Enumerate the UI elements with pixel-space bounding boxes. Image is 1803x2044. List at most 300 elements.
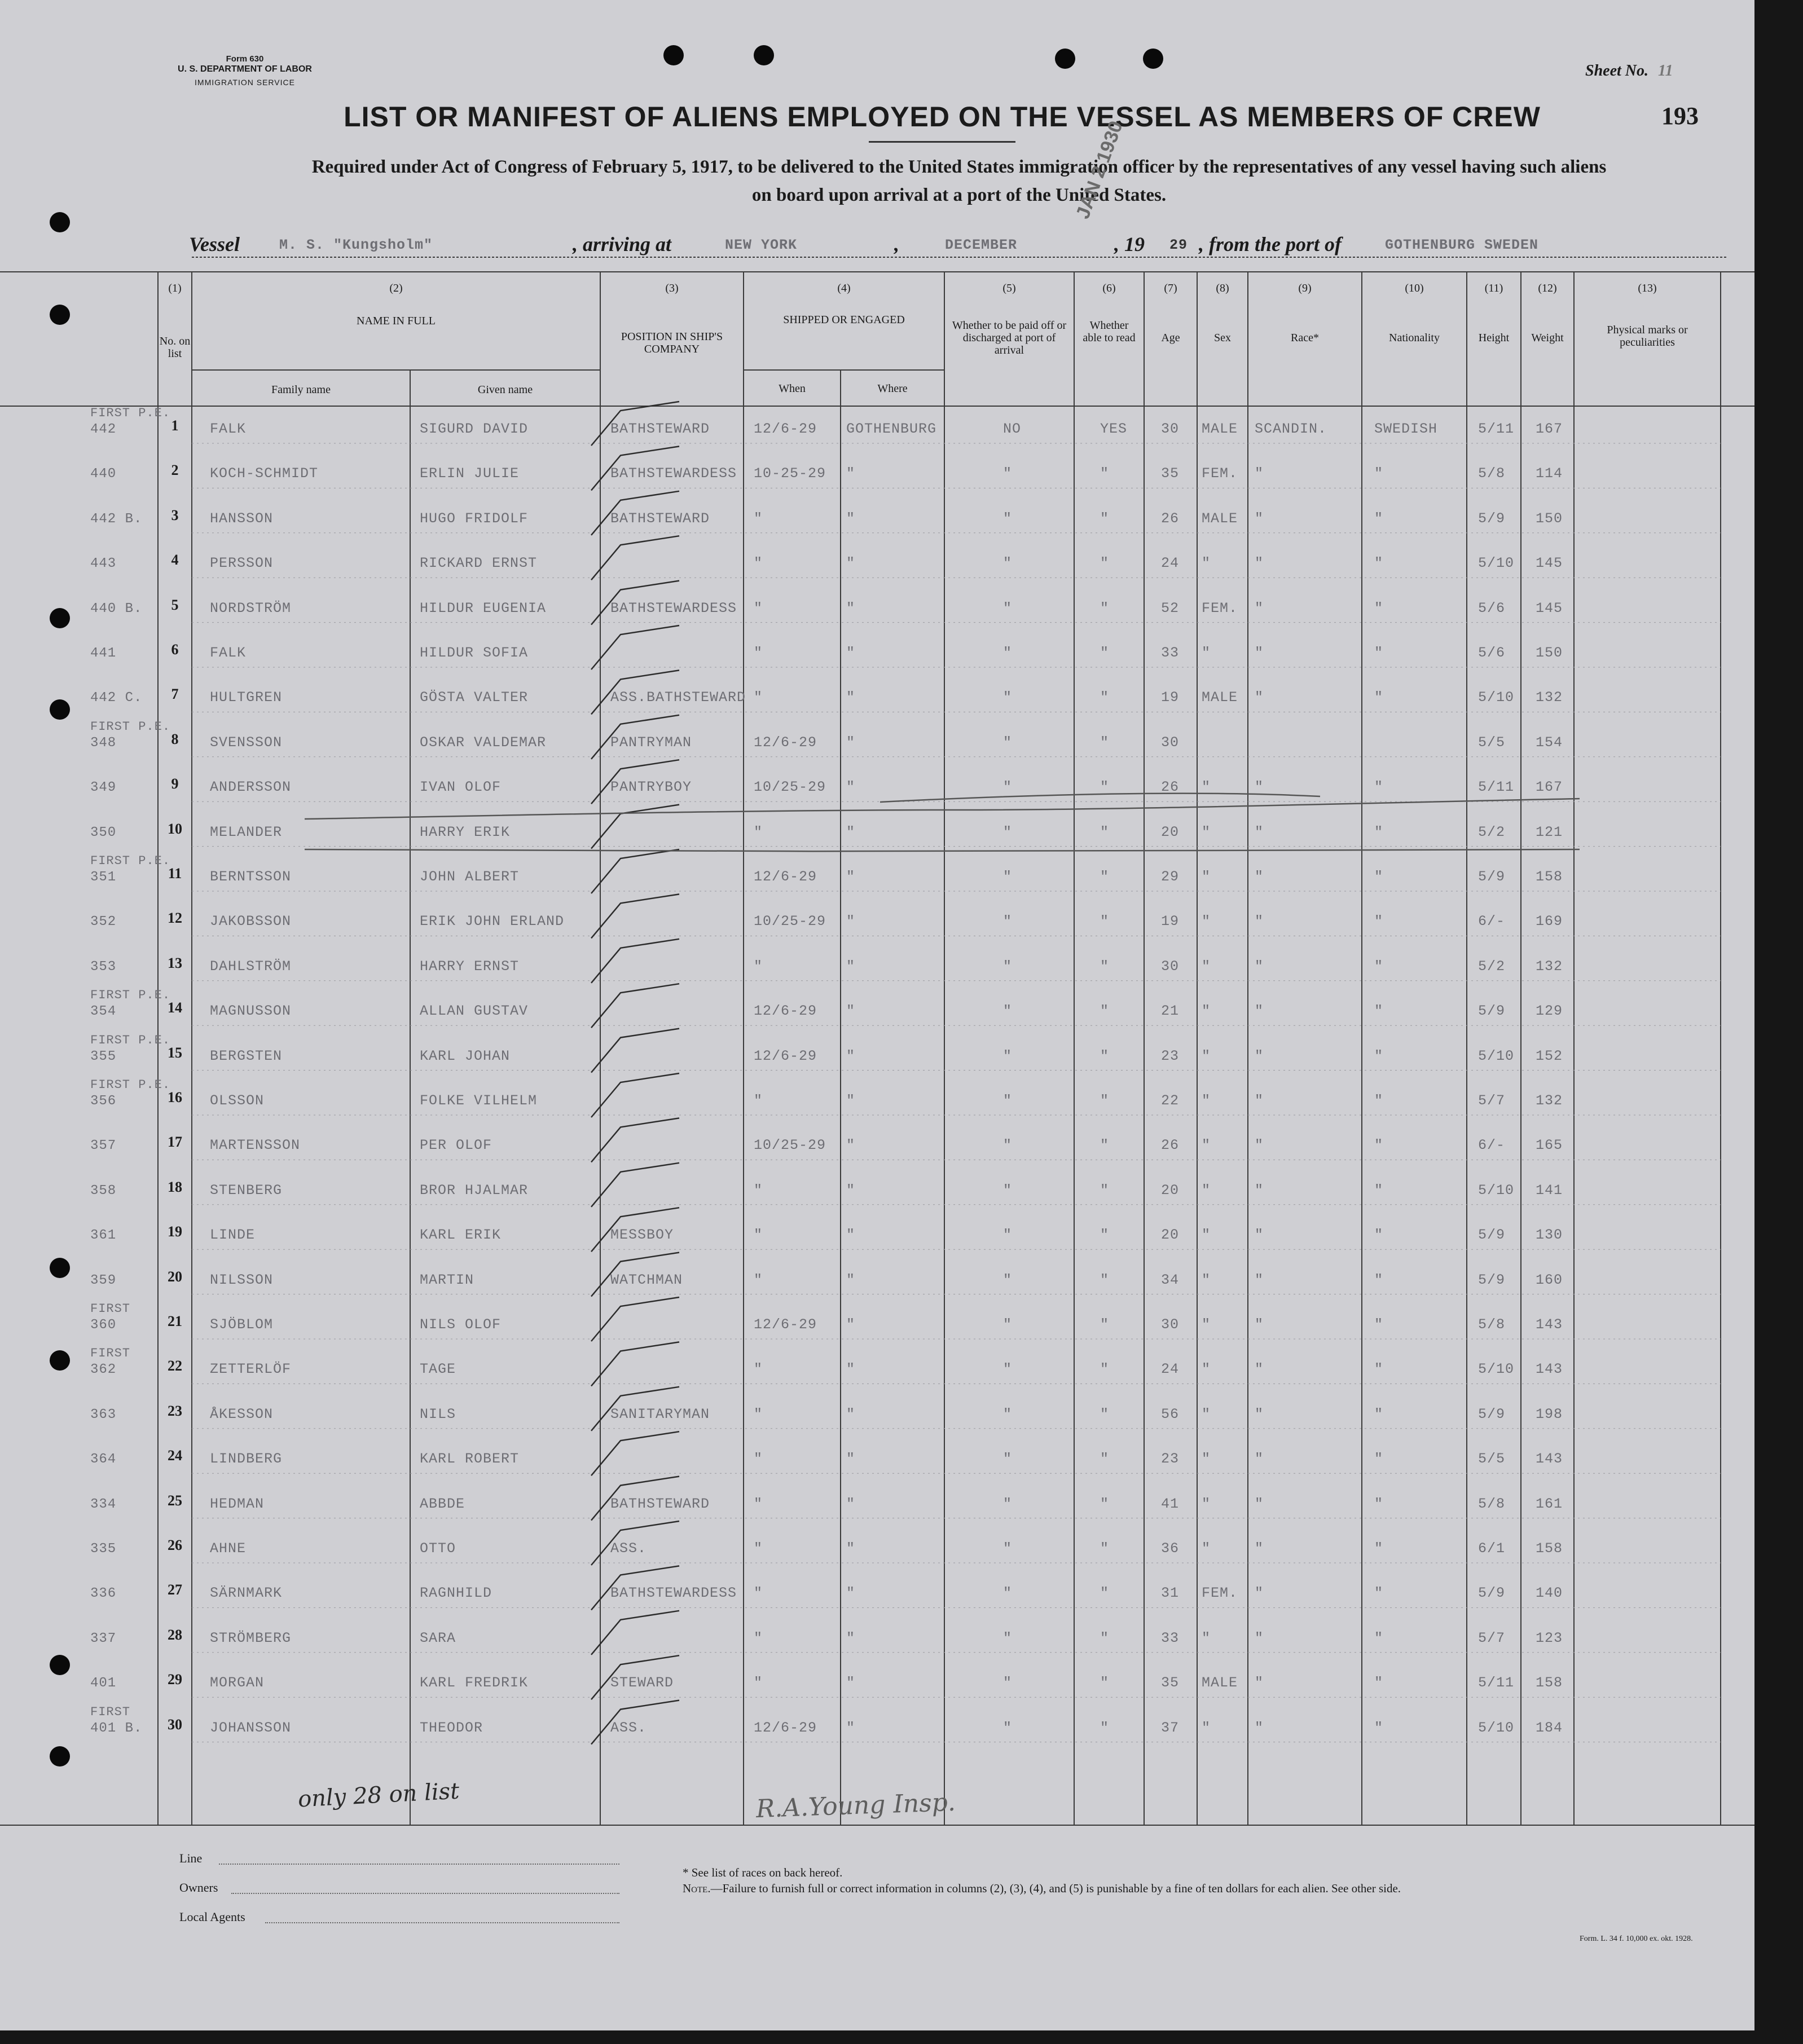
line-label: Line bbox=[179, 1851, 203, 1865]
cell-age: 37 bbox=[1161, 1719, 1180, 1736]
cell-height: 5/2 bbox=[1478, 958, 1506, 975]
cell-height: 5/8 bbox=[1478, 1495, 1506, 1512]
cell-where: " bbox=[846, 1451, 856, 1468]
cell-read: " bbox=[1100, 1227, 1110, 1244]
col10-header: Nationality bbox=[1389, 332, 1440, 344]
cell-family: SÄRNMARK bbox=[210, 1585, 283, 1602]
col2a-header: Family name bbox=[271, 384, 331, 396]
row-number: 29 bbox=[168, 1671, 182, 1688]
row-prefix: FIRST bbox=[90, 1302, 131, 1316]
cell-family: HEDMAN bbox=[210, 1495, 265, 1512]
row-number: 14 bbox=[168, 999, 182, 1016]
cell-weight: 141 bbox=[1536, 1182, 1563, 1199]
cell-sex: " bbox=[1202, 555, 1211, 572]
cell-weight: 198 bbox=[1536, 1406, 1563, 1422]
cell-height: 5/5 bbox=[1478, 1451, 1506, 1468]
cell-age: 30 bbox=[1161, 734, 1180, 751]
cell-family: BERGSTEN bbox=[210, 1047, 283, 1064]
row-prefix: FIRST P.E. bbox=[90, 854, 171, 868]
cell-weight: 158 bbox=[1536, 1540, 1563, 1557]
page-number: 193 bbox=[1661, 102, 1699, 130]
cell-when: 12/6-29 bbox=[754, 421, 817, 437]
row-prefix: FIRST bbox=[90, 1704, 131, 1719]
cell-nat: " bbox=[1374, 913, 1384, 930]
cell-read: " bbox=[1100, 1406, 1110, 1422]
cell-height: 5/11 bbox=[1478, 1675, 1515, 1691]
cell-weight: 167 bbox=[1536, 421, 1563, 437]
row-number: 28 bbox=[168, 1626, 182, 1643]
cell-when: " bbox=[754, 1227, 763, 1244]
cell-sex: " bbox=[1202, 1093, 1211, 1109]
cell-paid: " bbox=[1003, 1629, 1013, 1646]
row-number: 25 bbox=[168, 1492, 182, 1509]
cell-sex: " bbox=[1202, 1047, 1211, 1064]
cell-position: BATHSTEWARDESS bbox=[610, 465, 737, 482]
row-reference: 337 bbox=[90, 1631, 117, 1646]
cell-paid: " bbox=[1003, 465, 1013, 482]
cell-family: FALK bbox=[210, 645, 247, 661]
cell-sex: " bbox=[1202, 1406, 1211, 1422]
row-number: 26 bbox=[168, 1537, 182, 1553]
row-reference: 442 B. bbox=[90, 511, 143, 527]
cell-position: PANTRYMAN bbox=[610, 734, 692, 751]
cell-position: BATHSTEWARDESS bbox=[610, 600, 737, 616]
cell-given: NILS bbox=[420, 1406, 456, 1422]
cell-weight: 132 bbox=[1536, 689, 1563, 706]
cell-sex: " bbox=[1202, 1003, 1211, 1020]
cell-height: 6/- bbox=[1478, 1137, 1506, 1154]
col11-header: Height bbox=[1478, 332, 1510, 344]
cell-nat: " bbox=[1374, 1271, 1384, 1288]
row-number: 23 bbox=[168, 1402, 182, 1419]
cell-where: " bbox=[846, 510, 856, 527]
cell-given: FOLKE VILHELM bbox=[420, 1093, 538, 1109]
cell-family: PERSSON bbox=[210, 555, 274, 572]
cell-family: LINDBERG bbox=[210, 1451, 283, 1468]
cell-sex: " bbox=[1202, 1227, 1211, 1244]
cell-when: 12/6-29 bbox=[754, 734, 817, 751]
cell-given: ERLIN JULIE bbox=[420, 465, 520, 482]
cell-when: 10/25-29 bbox=[754, 779, 826, 796]
cell-when: 12/6-29 bbox=[754, 1316, 817, 1333]
cell-given: PER OLOF bbox=[420, 1137, 492, 1154]
cell-sex: " bbox=[1202, 1495, 1211, 1512]
row-number: 5 bbox=[171, 596, 179, 613]
cell-paid: " bbox=[1003, 1003, 1013, 1020]
cell-paid: " bbox=[1003, 823, 1013, 840]
row-reference: 351 bbox=[90, 870, 117, 885]
row-number: 1 bbox=[171, 417, 179, 434]
cell-family: JAKOBSSON bbox=[210, 913, 292, 930]
cell-family: STENBERG bbox=[210, 1182, 283, 1199]
cell-read: " bbox=[1100, 1451, 1110, 1468]
cell-height: 5/6 bbox=[1478, 600, 1506, 616]
cell-sex: " bbox=[1202, 1540, 1211, 1557]
cell-paid: " bbox=[1003, 1585, 1013, 1602]
check-mark bbox=[591, 805, 679, 849]
col7-header: Age bbox=[1161, 332, 1180, 344]
cell-weight: 143 bbox=[1536, 1316, 1563, 1333]
row-reference: 364 bbox=[90, 1452, 117, 1468]
cell-when: " bbox=[754, 1182, 763, 1199]
cell-when: " bbox=[754, 1585, 763, 1602]
cell-nat: " bbox=[1374, 1629, 1384, 1646]
cell-sex: " bbox=[1202, 1316, 1211, 1333]
cell-read: " bbox=[1100, 958, 1110, 975]
cell-weight: 167 bbox=[1536, 779, 1563, 796]
cell-given: TAGE bbox=[420, 1361, 456, 1378]
departure-port: GOTHENBURG SWEDEN bbox=[1385, 237, 1539, 253]
cell-read: " bbox=[1100, 869, 1110, 885]
col5-header: Whether to be paid off or discharged at port of arrival bbox=[952, 319, 1067, 356]
cell-when: " bbox=[754, 1406, 763, 1422]
cell-race: " bbox=[1255, 1271, 1264, 1288]
cell-given: KARL JOHAN bbox=[420, 1047, 511, 1064]
cell-nat: " bbox=[1374, 1227, 1384, 1244]
cell-paid: " bbox=[1003, 869, 1013, 885]
row-number: 20 bbox=[168, 1268, 182, 1285]
cell-family: MELANDER bbox=[210, 823, 283, 840]
page-title: LIST OR MANIFEST OF ALIENS EMPLOYED ON THE VESSEL AS MEMBERS OF CREW bbox=[344, 101, 1541, 133]
cell-position: ASS.BATHSTEWARD bbox=[610, 689, 746, 706]
cell-given: JOHN ALBERT bbox=[420, 869, 520, 885]
cell-when: " bbox=[754, 1540, 763, 1557]
cell-nat: " bbox=[1374, 779, 1384, 796]
cell-height: 5/9 bbox=[1478, 1585, 1506, 1602]
cell-when: " bbox=[754, 689, 763, 706]
cell-height: 5/9 bbox=[1478, 1406, 1506, 1422]
cell-where: " bbox=[846, 1137, 856, 1154]
cell-height: 5/6 bbox=[1478, 645, 1506, 661]
penalty-note bbox=[683, 1882, 1401, 1896]
received-stamp: JAN 2 1930 bbox=[1072, 118, 1127, 222]
year-prefix: , 19 bbox=[1114, 233, 1145, 256]
row-number: 21 bbox=[168, 1313, 182, 1329]
cell-height: 5/2 bbox=[1478, 823, 1506, 840]
cell-given: KARL ERIK bbox=[420, 1227, 502, 1244]
row-reference: 348 bbox=[90, 735, 117, 751]
col13-header: Physical marks or peculiarities bbox=[1607, 324, 1688, 349]
row-reference: 363 bbox=[90, 1407, 117, 1422]
cell-where: " bbox=[846, 465, 856, 482]
cell-paid: " bbox=[1003, 1406, 1013, 1422]
cell-position: BATHSTEWARD bbox=[610, 510, 710, 527]
cell-read: " bbox=[1100, 1182, 1110, 1199]
cell-where: " bbox=[846, 645, 856, 661]
col2b-header: Given name bbox=[477, 384, 533, 396]
row-number: 24 bbox=[168, 1447, 182, 1464]
cell-given: SARA bbox=[420, 1629, 456, 1646]
row-number: 8 bbox=[171, 730, 179, 747]
cell-age: 30 bbox=[1161, 958, 1180, 975]
cell-height: 5/7 bbox=[1478, 1629, 1506, 1646]
cell-age: 19 bbox=[1161, 689, 1180, 706]
cell-nat: " bbox=[1374, 1137, 1384, 1154]
row-number: 15 bbox=[168, 1044, 182, 1061]
row-reference: 353 bbox=[90, 959, 117, 975]
cell-position: ASS. bbox=[610, 1719, 647, 1736]
cell-read: " bbox=[1100, 1629, 1110, 1646]
cell-position: STEWARD bbox=[610, 1675, 674, 1691]
arrival-month: DECEMBER bbox=[945, 237, 1018, 253]
cell-family: LINDE bbox=[210, 1227, 256, 1244]
row-number: 22 bbox=[168, 1358, 182, 1375]
cell-sex: " bbox=[1202, 1271, 1211, 1288]
inspector-signature: R.A.Young Insp. bbox=[755, 1787, 956, 1824]
cell-age: 26 bbox=[1161, 779, 1180, 796]
row-prefix: FIRST P.E. bbox=[90, 719, 171, 734]
cell-sex: " bbox=[1202, 1137, 1211, 1154]
cell-age: 52 bbox=[1161, 600, 1180, 616]
cell-height: 5/5 bbox=[1478, 734, 1506, 751]
cell-where: " bbox=[846, 689, 856, 706]
cell-race: " bbox=[1255, 1675, 1264, 1691]
cell-paid: " bbox=[1003, 1675, 1013, 1691]
check-mark bbox=[591, 1163, 679, 1207]
cell-paid: " bbox=[1003, 1316, 1013, 1333]
cell-nat: " bbox=[1374, 1675, 1384, 1691]
vessel-label: Vessel bbox=[189, 233, 240, 256]
row-prefix: FIRST P.E. bbox=[90, 1078, 171, 1092]
cell-height: 5/10 bbox=[1478, 1361, 1515, 1378]
cell-when: " bbox=[754, 555, 763, 572]
cell-race: " bbox=[1255, 1451, 1264, 1468]
row-number: 6 bbox=[171, 641, 179, 658]
cell-where: " bbox=[846, 1003, 856, 1020]
cell-paid: " bbox=[1003, 1495, 1013, 1512]
cell-paid: " bbox=[1003, 958, 1013, 975]
row-reference: 401 B. bbox=[90, 1720, 143, 1736]
cell-read: " bbox=[1100, 779, 1110, 796]
check-mark bbox=[591, 1073, 679, 1117]
cell-race: " bbox=[1255, 1540, 1264, 1557]
cell-sex: FEM. bbox=[1202, 600, 1238, 616]
note-label: Note. bbox=[683, 1882, 711, 1895]
subtitle-line-1: Required under Act of Congress of February 5, 1917, to be delivered to the United States immigration officer by the representatives of any vessel having such aliens bbox=[311, 157, 1607, 177]
cell-age: 24 bbox=[1161, 1361, 1180, 1378]
row-reference: 335 bbox=[90, 1541, 117, 1557]
row-reference: 355 bbox=[90, 1049, 117, 1064]
cell-given: HARRY ERIK bbox=[420, 823, 511, 840]
cell-race: " bbox=[1255, 913, 1264, 930]
col4a-header: When bbox=[779, 382, 806, 395]
cell-where: " bbox=[846, 823, 856, 840]
check-mark bbox=[591, 849, 679, 893]
cell-age: 41 bbox=[1161, 1495, 1180, 1512]
arrival-year: 29 bbox=[1169, 237, 1188, 253]
arrival-port: NEW YORK bbox=[725, 237, 798, 253]
row-number: 9 bbox=[171, 776, 179, 792]
check-mark bbox=[591, 1431, 679, 1475]
cell-given: IVAN OLOF bbox=[420, 779, 502, 796]
row-number: 11 bbox=[168, 865, 182, 882]
check-mark bbox=[591, 1297, 679, 1341]
cell-where: " bbox=[846, 1093, 856, 1109]
cell-weight: 123 bbox=[1536, 1629, 1563, 1646]
row-reference: 440 B. bbox=[90, 601, 143, 616]
row-number: 16 bbox=[168, 1089, 182, 1105]
cell-where: " bbox=[846, 1585, 856, 1602]
row-reference: 358 bbox=[90, 1183, 117, 1199]
row-prefix: FIRST P.E. bbox=[90, 406, 171, 420]
cell-when: " bbox=[754, 510, 763, 527]
cell-given: HUGO FRIDOLF bbox=[420, 510, 529, 527]
cell-given: ERIK JOHN ERLAND bbox=[420, 913, 565, 930]
cell-when: " bbox=[754, 1093, 763, 1109]
cell-age: 26 bbox=[1161, 1137, 1180, 1154]
cell-read: " bbox=[1100, 913, 1110, 930]
cell-weight: 132 bbox=[1536, 958, 1563, 975]
cell-read: " bbox=[1100, 1271, 1110, 1288]
cell-when: 10/25-29 bbox=[754, 913, 826, 930]
cell-sex: " bbox=[1202, 779, 1211, 796]
cell-given: HARRY ERNST bbox=[420, 958, 520, 975]
cell-weight: 145 bbox=[1536, 555, 1563, 572]
cell-given: OTTO bbox=[420, 1540, 456, 1557]
cell-weight: 158 bbox=[1536, 869, 1563, 885]
row-prefix: FIRST P.E. bbox=[90, 988, 171, 1003]
cell-read: " bbox=[1100, 1003, 1110, 1020]
cell-family: NORDSTRÖM bbox=[210, 600, 292, 616]
cell-race: " bbox=[1255, 823, 1264, 840]
row-number: 30 bbox=[168, 1716, 182, 1733]
cell-nat: " bbox=[1374, 1093, 1384, 1109]
cell-race: " bbox=[1255, 1406, 1264, 1422]
check-mark bbox=[591, 939, 679, 983]
cell-where: GOTHENBURG bbox=[846, 421, 937, 437]
cell-age: 26 bbox=[1161, 510, 1180, 527]
cell-read: YES bbox=[1100, 421, 1128, 437]
cell-age: 56 bbox=[1161, 1406, 1180, 1422]
cell-read: " bbox=[1100, 1495, 1110, 1512]
col9-number: (9) bbox=[1298, 282, 1312, 294]
row-reference: 440 bbox=[90, 466, 117, 482]
sheet-label: Sheet No. bbox=[1585, 62, 1648, 80]
cell-paid: " bbox=[1003, 779, 1013, 796]
cell-nat: " bbox=[1374, 1719, 1384, 1736]
cell-race: " bbox=[1255, 1361, 1264, 1378]
cell-race: " bbox=[1255, 1585, 1264, 1602]
cell-family: ÅKESSON bbox=[210, 1406, 274, 1422]
col8-header: Sex bbox=[1214, 332, 1231, 344]
check-mark bbox=[591, 625, 679, 669]
sheet-number: 11 bbox=[1658, 62, 1673, 80]
cell-age: 34 bbox=[1161, 1271, 1180, 1288]
cell-when: " bbox=[754, 1495, 763, 1512]
cell-paid: " bbox=[1003, 1182, 1013, 1199]
row-reference: 401 bbox=[90, 1676, 117, 1691]
owners-field bbox=[231, 1893, 619, 1894]
cell-sex: MALE bbox=[1202, 510, 1238, 527]
cell-read: " bbox=[1100, 600, 1110, 616]
vessel-line: Vessel M. S. "Kungsholm" , arriving at NEW YORK , DECEMBER , 19 29 , from the port of GOTHENBURG SWEDEN bbox=[189, 233, 1539, 256]
cell-age: 22 bbox=[1161, 1093, 1180, 1109]
cell-family: AHNE bbox=[210, 1540, 247, 1557]
cell-position: ASS. bbox=[610, 1540, 647, 1557]
cell-read: " bbox=[1100, 1316, 1110, 1333]
row-number: 2 bbox=[171, 462, 179, 479]
cell-sex: MALE bbox=[1202, 1675, 1238, 1691]
cell-paid: " bbox=[1003, 689, 1013, 706]
row-reference: 354 bbox=[90, 1004, 117, 1020]
check-mark bbox=[591, 984, 679, 1028]
cell-position: BATHSTEWARDESS bbox=[610, 1585, 737, 1602]
cell-weight: 150 bbox=[1536, 510, 1563, 527]
cell-weight: 150 bbox=[1536, 645, 1563, 661]
cell-where: " bbox=[846, 1316, 856, 1333]
cell-sex: " bbox=[1202, 958, 1211, 975]
cell-position: BATHSTEWARD bbox=[610, 1495, 710, 1512]
check-mark bbox=[591, 1611, 679, 1655]
col1-header: No. on list bbox=[159, 335, 191, 360]
cell-position: PANTRYBOY bbox=[610, 779, 692, 796]
cell-weight: 160 bbox=[1536, 1271, 1563, 1288]
cell-when: " bbox=[754, 600, 763, 616]
row-reference: 359 bbox=[90, 1272, 117, 1288]
cell-race: " bbox=[1255, 1047, 1264, 1064]
cell-given: SIGURD DAVID bbox=[420, 421, 529, 437]
cell-where: " bbox=[846, 958, 856, 975]
cell-where: " bbox=[846, 734, 856, 751]
cell-weight: 152 bbox=[1536, 1047, 1563, 1064]
col13-number: (13) bbox=[1638, 282, 1657, 294]
cell-where: " bbox=[846, 1495, 856, 1512]
cell-nat: " bbox=[1374, 689, 1384, 706]
handwritten-note: only 28 on list bbox=[297, 1778, 460, 1813]
cell-age: 33 bbox=[1161, 1629, 1180, 1646]
col9-header: Race* bbox=[1291, 332, 1319, 344]
cell-sex: FEM. bbox=[1202, 1585, 1238, 1602]
cell-nat: " bbox=[1374, 600, 1384, 616]
cell-sex: " bbox=[1202, 1629, 1211, 1646]
cell-race: " bbox=[1255, 645, 1264, 661]
cell-family: NILSSON bbox=[210, 1271, 274, 1288]
cell-family: ZETTERLÖF bbox=[210, 1361, 292, 1378]
col6-header: Whether able to read bbox=[1083, 319, 1136, 344]
cell-when: " bbox=[754, 823, 763, 840]
cell-when: " bbox=[754, 958, 763, 975]
cell-height: 5/9 bbox=[1478, 1227, 1506, 1244]
cell-family: STRÖMBERG bbox=[210, 1629, 292, 1646]
row-reference: 356 bbox=[90, 1094, 117, 1109]
cell-paid: " bbox=[1003, 1227, 1013, 1244]
cell-read: " bbox=[1100, 465, 1110, 482]
cell-height: 5/10 bbox=[1478, 555, 1515, 572]
col12-header: Weight bbox=[1531, 332, 1564, 344]
cell-age: 19 bbox=[1161, 913, 1180, 930]
row-reference: 352 bbox=[90, 914, 117, 930]
cell-paid: " bbox=[1003, 1361, 1013, 1378]
cell-read: " bbox=[1100, 645, 1110, 661]
col3-number: (3) bbox=[665, 282, 679, 294]
cell-paid: NO bbox=[1003, 421, 1022, 437]
cell-given: ABBDE bbox=[420, 1495, 465, 1512]
cell-weight: 129 bbox=[1536, 1003, 1563, 1020]
cell-height: 5/9 bbox=[1478, 869, 1506, 885]
cell-nat: " bbox=[1374, 555, 1384, 572]
cell-where: " bbox=[846, 1719, 856, 1736]
row-number: 27 bbox=[168, 1582, 182, 1598]
cell-age: 35 bbox=[1161, 1675, 1180, 1691]
cell-paid: " bbox=[1003, 600, 1013, 616]
cell-where: " bbox=[846, 1271, 856, 1288]
cell-paid: " bbox=[1003, 1719, 1013, 1736]
cell-paid: " bbox=[1003, 1047, 1013, 1064]
row-number: 7 bbox=[171, 686, 179, 703]
note-text: —Failure to furnish full or correct information in columns (2), (3), (4), and (5) is punishable by a fine of ten dollars for each alien. See other side. bbox=[710, 1882, 1401, 1895]
col8-number: (8) bbox=[1216, 282, 1229, 294]
cell-family: MAGNUSSON bbox=[210, 1003, 292, 1020]
